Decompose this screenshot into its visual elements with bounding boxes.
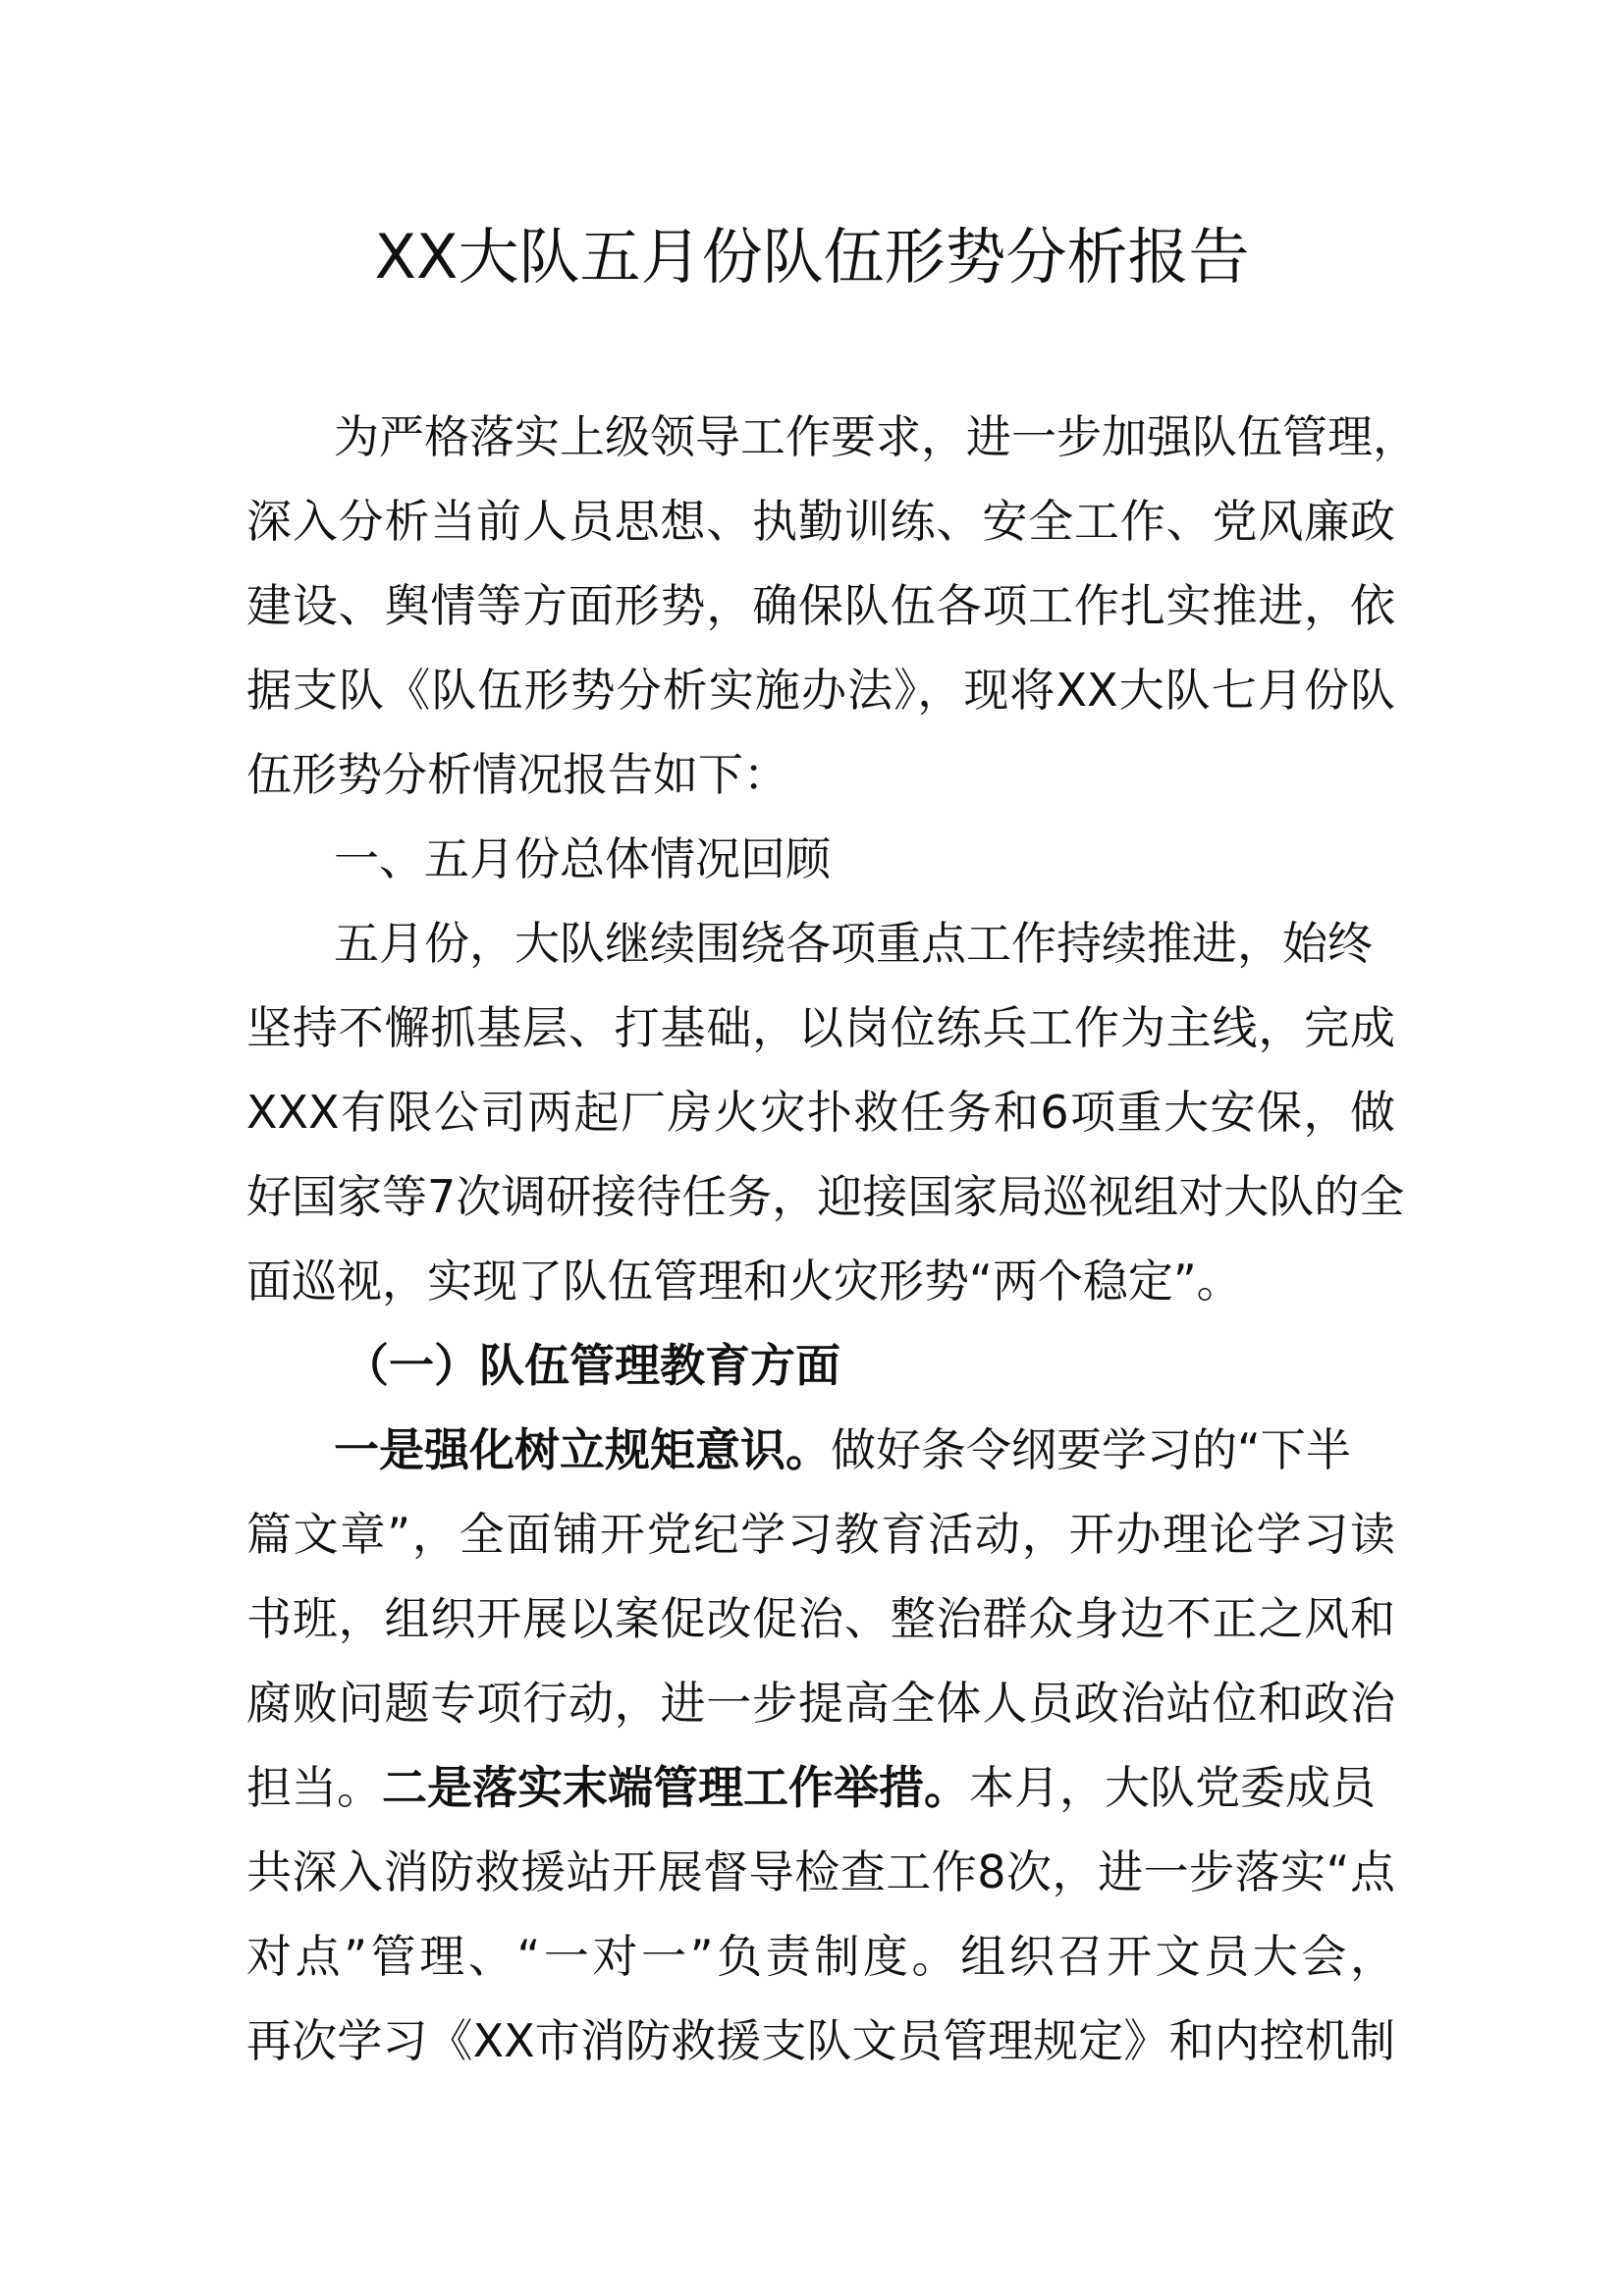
intro-line-4: 据支队《队伍形势分析实施办法》，现将XX大队七月份队 — [246, 664, 1395, 717]
sub1-para-line-6: 共深入消防救援站开展督导检查工作8次，进一步落实“点 — [246, 1845, 1395, 1898]
section1-para-line-3: XXX有限公司两起厂房火灾扑救任务和6项重大安保，做 — [246, 1086, 1395, 1139]
sub1-para-line-7: 对点”管理、“一对一”负责制度。组织召开文员大会， — [246, 1930, 1395, 1983]
subsection-heading-1: （一）队伍管理教育方面 — [344, 1339, 840, 1392]
sub1-para-line-2: 篇文章”，全面铺开党纪学习教育活动，开办理论学习读 — [246, 1508, 1395, 1561]
section1-para-line-5: 面巡视，实现了队伍管理和火灾形势“两个稳定”。 — [246, 1255, 1242, 1308]
sub1-point-1-text: 做好条令纲要学习的“下半 — [831, 1423, 1351, 1476]
sub1-para-line-5 — [246, 1758, 1395, 1817]
intro-line-5: 伍形势分析情况报告如下： — [246, 748, 788, 801]
section-heading-1: 一、五月份总体情况回顾 — [334, 832, 831, 885]
sub1-point-1-title: 一是强化树立规矩意识。 — [334, 1423, 831, 1476]
intro-line-1: 为严格落实上级领导工作要求，进一步加强队伍管理， — [334, 410, 1418, 463]
section1-para-line-2: 坚持不懈抓基层、打基础，以岗位练兵工作为主线，完成 — [246, 1001, 1395, 1054]
sub1-para-line-4: 腐败问题专项行动，进一步提高全体人员政治站位和政治 — [246, 1677, 1395, 1730]
sub1-para-line-8: 再次学习《XX市消防救援支队文员管理规定》和内控机制 — [246, 2014, 1395, 2067]
intro-line-2: 深入分析当前人员思想、执勤训练、安全工作、党风廉政 — [246, 495, 1395, 548]
sub1-para-line-3: 书班，组织开展以案促改促治、整治群众身边不正之风和 — [246, 1592, 1395, 1645]
sub1-point-2-title: 二是落实末端管理工作举措。 — [382, 1761, 969, 1814]
document-title: XX大队五月份队伍形势分析报告 — [374, 221, 1250, 293]
section1-para-line-4: 好国家等7次调研接待任务，迎接国家局巡视组对大队的全 — [246, 1170, 1405, 1223]
intro-line-3: 建设、舆情等方面形势，确保队伍各项工作扎实推进，依 — [246, 579, 1395, 632]
sub1-point-2-text: 本月，大队党委成员 — [969, 1761, 1376, 1814]
sub1-para-line-1 — [334, 1420, 1483, 1479]
sub1-line5-prefix: 担当。 — [246, 1761, 382, 1814]
section1-para-line-1: 五月份，大队继续围绕各项重点工作持续推进，始终 — [334, 917, 1373, 970]
